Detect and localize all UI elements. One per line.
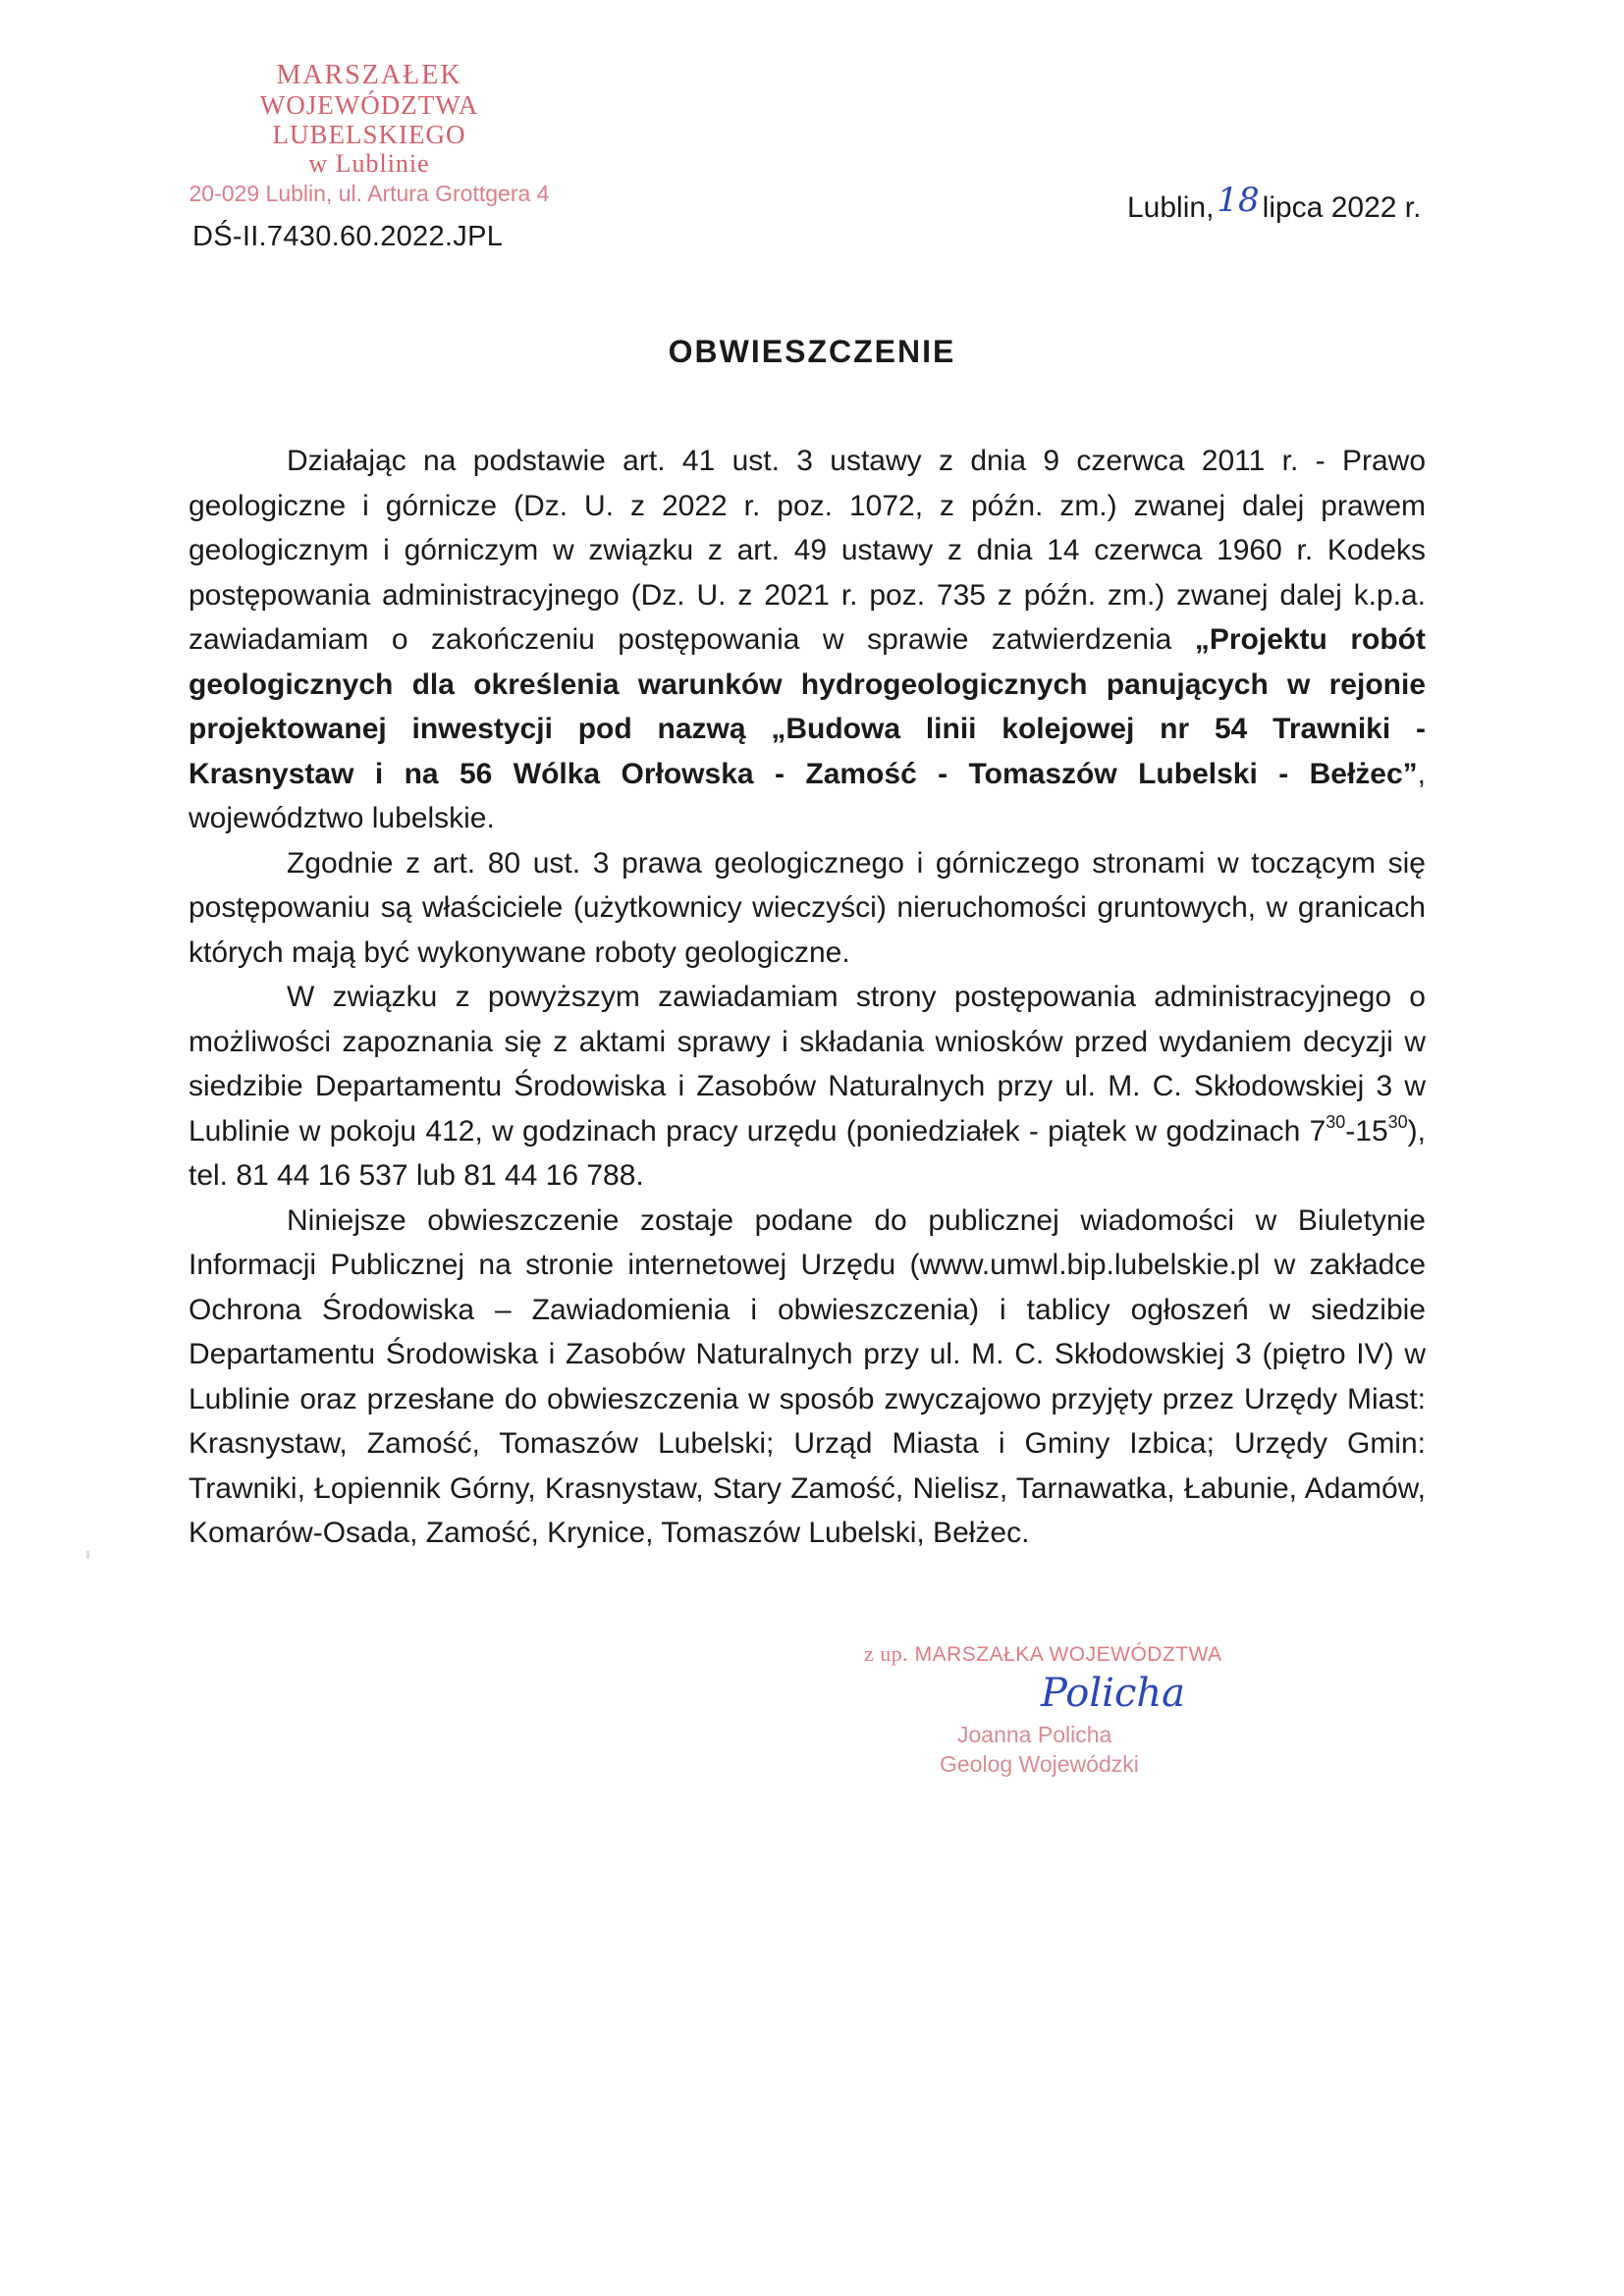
case-reference: DŚ-II.7430.60.2022.JPL — [192, 221, 504, 252]
project-title-bold: „Projektu robót geologicznych dla określenia warunków hydrogeologicznych panujących w rejonie projektowanej inwestycji pod nazwą „Budowa linii kolejowej nr 54 Trawniki - Krasnystaw i na 56 Wólka Orłowska - Zamość - Tomaszów Lubelski - Bełżec” — [189, 623, 1426, 790]
hours-end-minutes: 30 — [1387, 1111, 1408, 1132]
authority-name: MARSZAŁKA WOJEWÓDZTWA — [914, 1643, 1222, 1666]
date-prefix: Lublin, — [1127, 191, 1215, 224]
stamp-line-1: MARSZAŁEK — [276, 60, 462, 90]
paragraph-1 — [189, 439, 1426, 841]
signatory-role: Geolog Wojewódzki — [940, 1751, 1139, 1777]
paragraph-2: Zgodnie z art. 80 ust. 3 prawa geologicznego i górniczego stronami w toczącym się postępowaniu są właściciele (użytkownicy wieczyści) nieruchomości gruntowych, w granicach których mają być wykonywane roboty geologiczne. — [189, 846, 1426, 969]
paragraph-3-text-b: ), tel. 81 44 16 537 lub 81 44 16 788. — [189, 1114, 1426, 1192]
paragraph-1-text-a: Działając na podstawie art. 41 ust. 3 ustawy z dnia 9 czerwca 2011 r. - Prawo geologiczne i górnicze (Dz. U. z 2022 r. poz. 1072, z późn. zm.) zwanej dalej prawem geologicznym i górniczym w związku z art. 49 ustawy z dnia 14 czerwca 1960 r. Kodeks postępowania administracyjnego (Dz. U. z 2021 r. poz. 735 z późn. zm.) zwanej dalej k.p.a. zawiadamiam o zakończeniu postępowania w sprawie zatwierdzenia — [189, 445, 1426, 656]
document-body — [189, 439, 1426, 1556]
paragraph-3-text-a: W związku z powyższym zawiadamiam strony postępowania administracyjnego o możliwości zapoznania się z aktami sprawy i składania wniosków przed wydaniem decyzji w siedzibie Departamentu Środowiska i Zasobów Naturalnych przy ul. M. C. Skłodowskiej 3 w Lublinie w pokoju 412, w godzinach pracy urzędu (poniedziałek - piątek w godzinach — [189, 981, 1426, 1148]
date-day-handwritten: 18 — [1217, 181, 1260, 220]
institution-stamp — [173, 61, 566, 208]
paragraph-4: Niniejsze obwieszczenie zostaje podane do publicznej wiadomości w Biuletynie Informacji Publicznej na stronie internetowej Urzędu (www.umwl.bip.lubelskie.pl w zakładce Ochrona Środowiska – Zawiadomienia i obwieszczenia) i tablicy ogłoszeń w siedzibie Departamentu Środowiska i Zasobów Naturalnych przy ul. M. C. Skłodowskiej 3 (piętro IV) w Lublinie oraz przesłane do obwieszczenia w sposób zwyczajowo przyjęty przez Urzędy Miast: Krasnystaw, Zamość, Tomaszów Lubelski; Urząd Miasta i Gminy Izbica; Urzędy Gmin: Trawniki, Łopiennik Górny, Krasnystaw, Stary Zamość, Nielisz, Tarnawatka, Łabunie, Adamów, Komarów-Osada, Zamość, Krynice, Tomaszów Lubelski, Bełżec. — [189, 1203, 1426, 1549]
authority-prefix: z up. — [864, 1641, 909, 1666]
document-title: OBWIESZCZENIE — [668, 334, 956, 369]
stamp-line-2: WOJEWÓDZTWA LUBELSKIEGO — [259, 90, 479, 149]
stamp-address: 20-029 Lublin, ul. Artura Grottgera 4 — [189, 181, 550, 206]
date-suffix: lipca 2022 r. — [1262, 191, 1422, 224]
hours-end: -15 — [1345, 1114, 1388, 1148]
scan-mark — [86, 1551, 89, 1559]
paragraph-1-text-c: , województwo lubelskie. — [189, 757, 1426, 834]
signatory-name: Joanna Policha — [957, 1722, 1112, 1747]
paragraph-3 — [189, 975, 1426, 1199]
hours-start-minutes: 30 — [1326, 1111, 1346, 1132]
handwritten-signature: Policha — [1041, 1671, 1185, 1716]
signature-block — [864, 1641, 1257, 1777]
document-date — [1127, 181, 1422, 226]
stamp-line-3: w Lublinie — [308, 149, 430, 178]
signature-authority — [864, 1641, 1257, 1667]
hours-start: 7 — [1309, 1114, 1326, 1148]
